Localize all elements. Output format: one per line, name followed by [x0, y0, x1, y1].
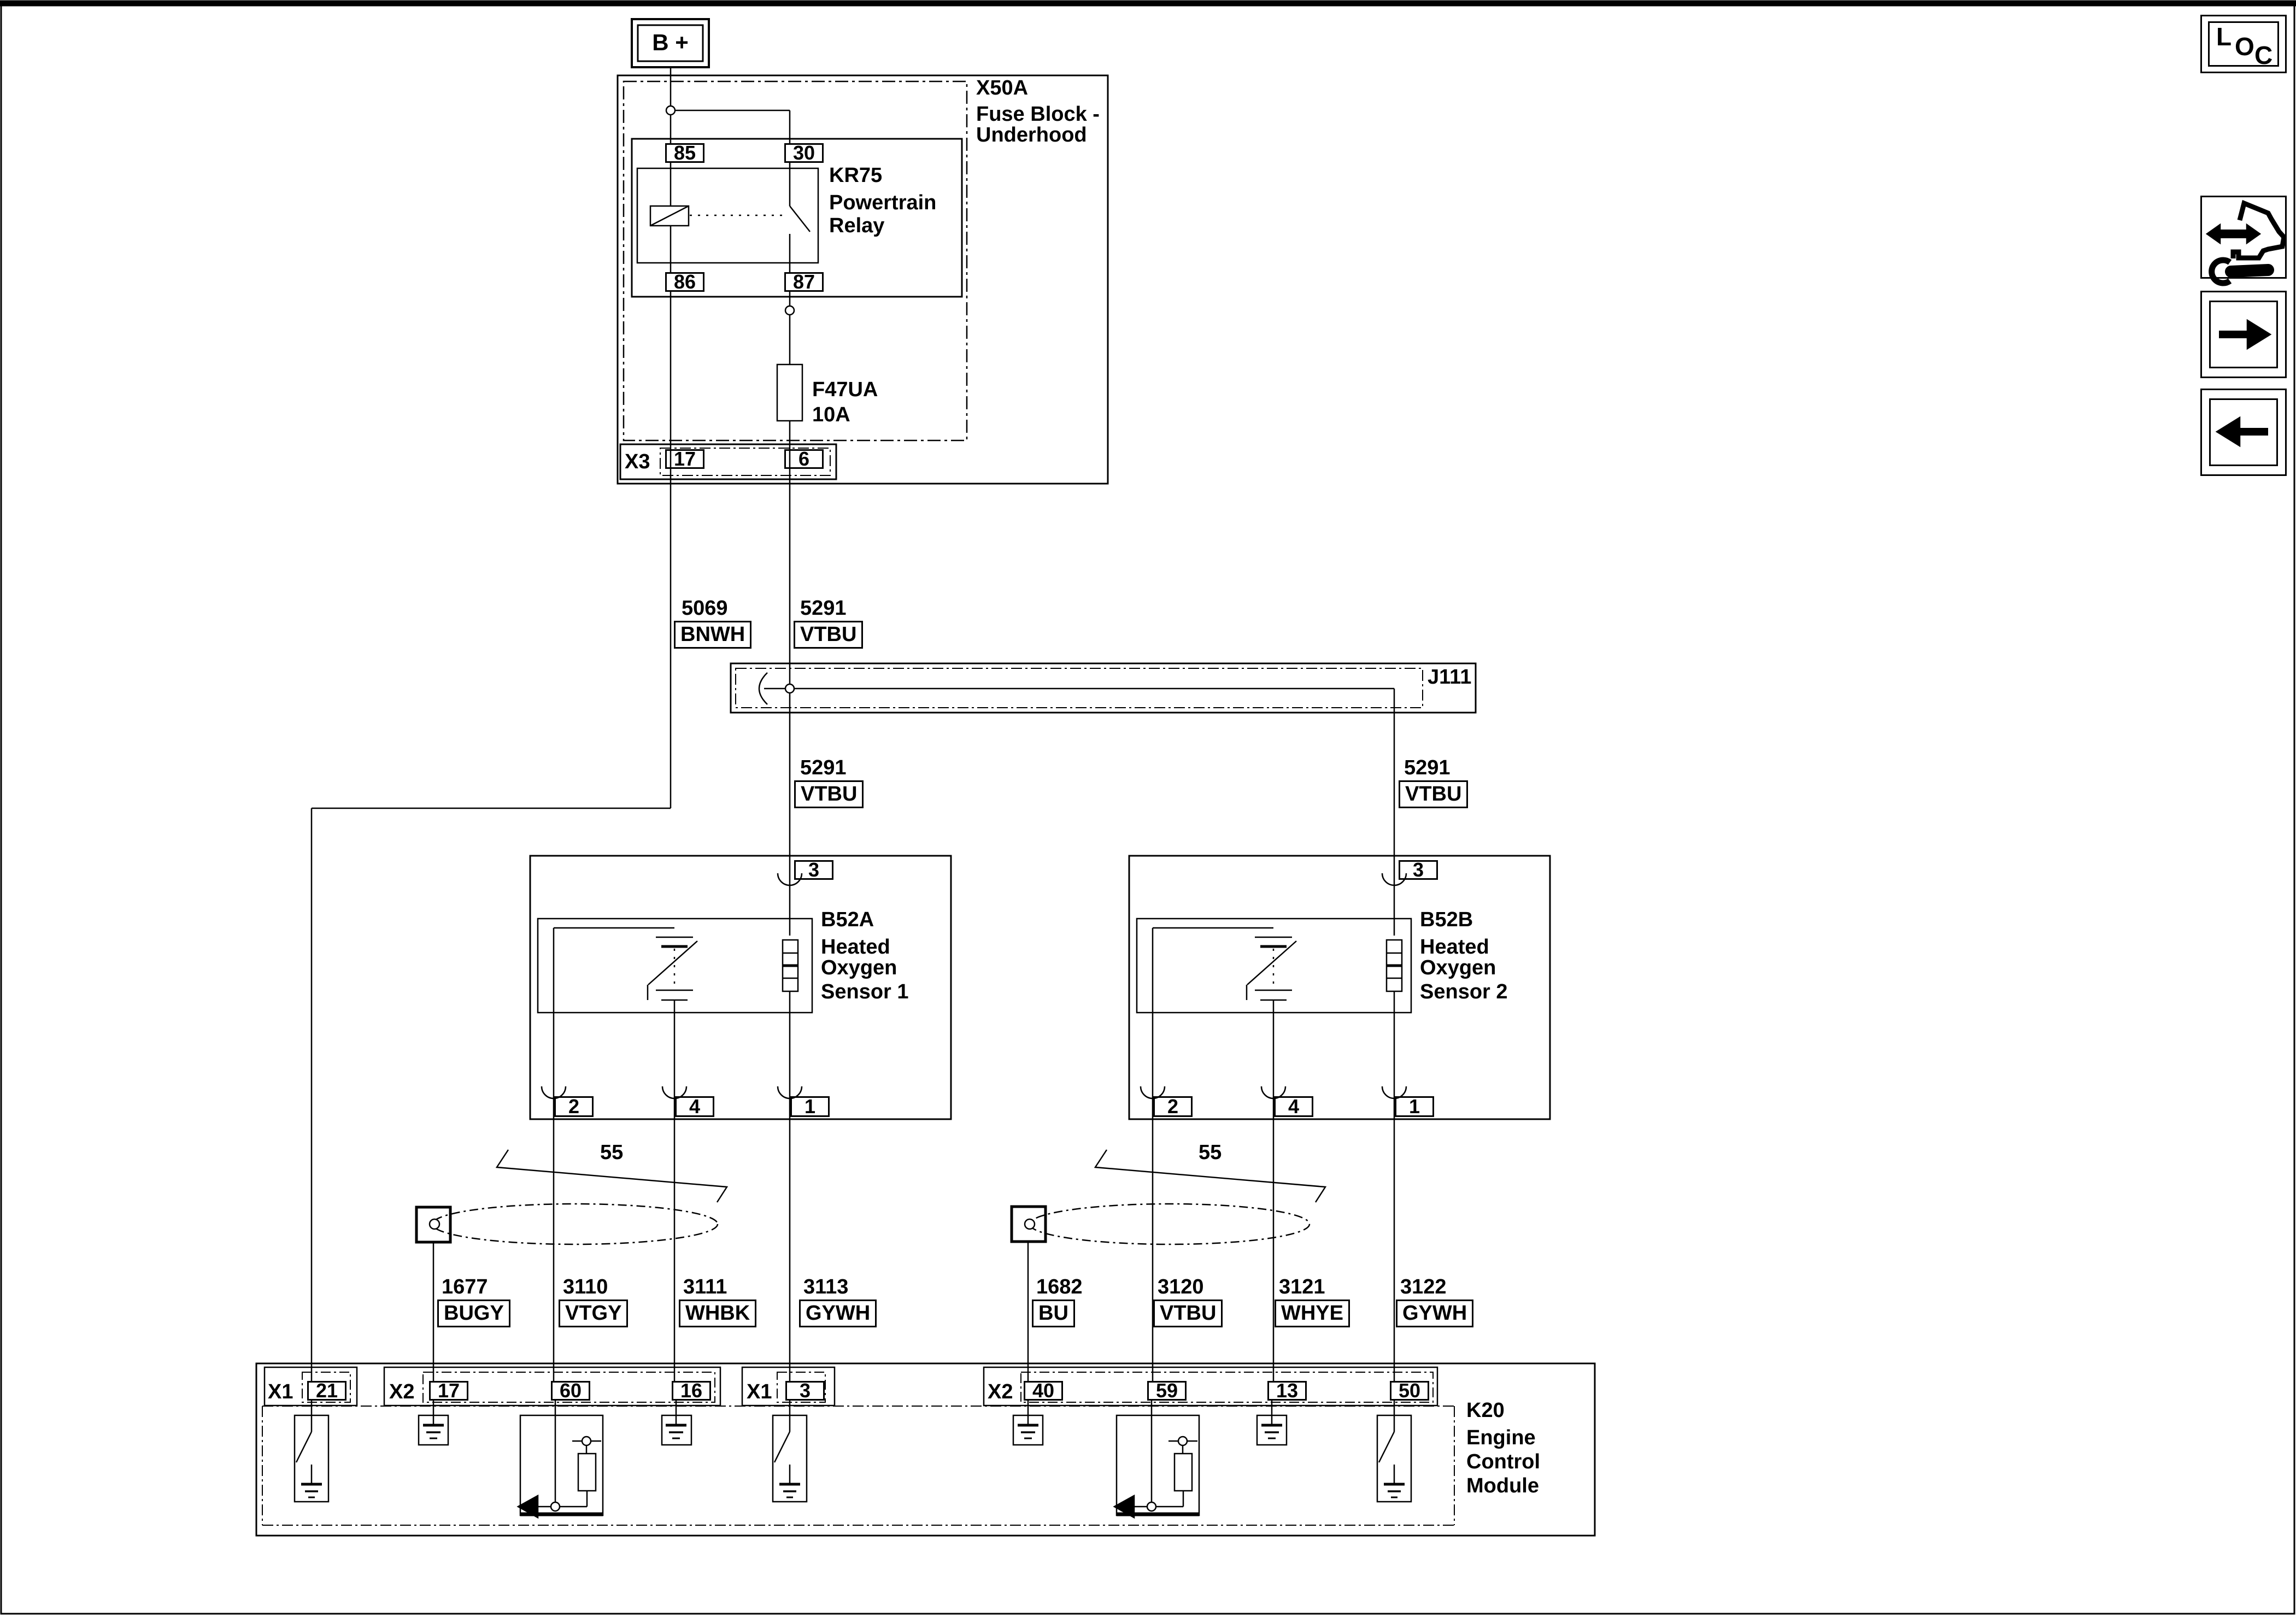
- battery-positive-label: B +: [652, 30, 689, 55]
- forward-arrow-inner: [2209, 301, 2278, 368]
- ecm-internal-signal-59: [1114, 1401, 1199, 1518]
- ecm-pin-59: 59: [1147, 1381, 1187, 1401]
- circuit-3113: 3113: [803, 1275, 849, 1298]
- wire-color-bnwh: BNWH: [674, 621, 751, 649]
- fuse-symbol: [777, 364, 802, 421]
- fuse-block-id: X50A: [976, 77, 1029, 99]
- ecm-name-line1: Engine: [1466, 1426, 1536, 1449]
- relay-pin-30: 30: [784, 143, 824, 163]
- sensor1-pin-2: 2: [554, 1096, 594, 1117]
- wire-color-bugy: BUGY: [437, 1300, 510, 1327]
- shield-ref-right: 55: [1199, 1141, 1222, 1164]
- wire-color-whye: WHYE: [1275, 1300, 1350, 1327]
- ecm-internal-ground-16: [662, 1401, 691, 1445]
- shield-symbol-right: [1012, 1150, 1325, 1381]
- ecm-conn2-label: X2: [389, 1380, 415, 1403]
- wire-color-whbk: WHBK: [679, 1300, 756, 1327]
- fuse-rating: 10A: [812, 403, 850, 426]
- sensor1-name-line1: Heated: [821, 936, 890, 959]
- wire-color-gywh-left: GYWH: [799, 1300, 877, 1327]
- ecm-internal-signal-60: [518, 1401, 603, 1518]
- fuse-block-name-line1: Fuse Block -: [976, 103, 1100, 126]
- ecm-pin-60: 60: [551, 1381, 590, 1401]
- ecm-pin-13: 13: [1267, 1381, 1307, 1401]
- circuit-3121: 3121: [1279, 1275, 1325, 1298]
- circuit-3110: 3110: [563, 1275, 608, 1298]
- sensor2-pin-4: 4: [1274, 1096, 1313, 1117]
- circuit-5291-top: 5291: [800, 597, 847, 620]
- loc-letter-l: L: [2216, 22, 2232, 51]
- ecm-name-line2: Control: [1466, 1450, 1541, 1473]
- sensor2-pin-1: 1: [1395, 1096, 1434, 1117]
- wire-color-vtbu-bottom: VTBU: [1153, 1300, 1223, 1327]
- circuit-5069: 5069: [682, 597, 728, 620]
- ecm-id: K20: [1466, 1399, 1505, 1422]
- relay-pin-87: 87: [784, 272, 824, 292]
- ecm-internal-ground-40: [1013, 1401, 1043, 1445]
- battery-feed-wires: [666, 67, 790, 144]
- sensor2-id: B52B: [1420, 908, 1473, 931]
- loc-button[interactable]: [2200, 15, 2287, 73]
- x3-pin-6: 6: [784, 449, 824, 469]
- sensor1-pin-3: 3: [794, 860, 833, 880]
- circuit-5291-left: 5291: [800, 756, 847, 779]
- relay-name-line2: Relay: [829, 214, 885, 237]
- circuit-1677: 1677: [442, 1275, 488, 1298]
- wire-color-gywh-right: GYWH: [1396, 1300, 1473, 1327]
- circuit-3122: 3122: [1400, 1275, 1447, 1298]
- loc-letter-c: C: [2254, 41, 2273, 69]
- sensor1-pin-4: 4: [675, 1096, 714, 1117]
- sensor2-pin-2: 2: [1153, 1096, 1193, 1117]
- back-arrow-inner: [2209, 398, 2278, 466]
- wire-color-vtbu-right: VTBU: [1399, 780, 1468, 808]
- x3-connector-label: X3: [625, 450, 650, 473]
- loc-letter-o: O: [2235, 32, 2254, 61]
- wire-color-vtgy: VTGY: [559, 1300, 628, 1327]
- circuit-3120: 3120: [1158, 1275, 1204, 1298]
- ecm-pin-3: 3: [785, 1381, 825, 1401]
- bnwh-wire-jog: [312, 808, 671, 1381]
- ecm-pin-17: 17: [429, 1381, 468, 1401]
- sensor2-name-line1: Heated: [1420, 936, 1489, 959]
- ecm-internal-ground-13: [1257, 1401, 1287, 1445]
- relay-name-line1: Powertrain: [829, 191, 937, 214]
- x3-pin-17: 17: [665, 449, 704, 469]
- sensor1-name-line3: Sensor 1: [821, 980, 909, 1003]
- ecm-internal-driver-50: [1377, 1401, 1411, 1502]
- sensor1-id: B52A: [821, 908, 874, 931]
- ecm-pin-16: 16: [672, 1381, 711, 1401]
- ecm-pin-40: 40: [1024, 1381, 1063, 1401]
- wire-color-bu: BU: [1032, 1300, 1075, 1327]
- ecm-conn1-label: X1: [268, 1380, 293, 1403]
- circuit-5291-right: 5291: [1404, 756, 1451, 779]
- ecm-conn4-label: X2: [988, 1380, 1013, 1403]
- sensor2-name-line3: Sensor 2: [1420, 980, 1508, 1003]
- shield-symbol-left: [416, 1150, 727, 1381]
- fuse-id: F47UA: [812, 378, 878, 401]
- ecm-internal-driver-3: [773, 1401, 807, 1502]
- ecm-name-line3: Module: [1466, 1474, 1539, 1497]
- ecm-conn3-label: X1: [747, 1380, 772, 1403]
- shield-ref-left: 55: [600, 1141, 624, 1164]
- vehicle-diagnostic-button[interactable]: [2200, 196, 2287, 279]
- splice-id: J111: [1428, 666, 1472, 689]
- relay-pin-86: 86: [665, 272, 704, 292]
- wire-color-vtbu-left: VTBU: [794, 780, 864, 808]
- forward-arrow-button[interactable]: [2200, 291, 2287, 378]
- sensor1-name-line2: Oxygen: [821, 956, 897, 979]
- sensor2-name-line2: Oxygen: [1420, 956, 1496, 979]
- wire-color-vtbu-top: VTBU: [794, 621, 863, 649]
- relay-pin-85: 85: [665, 143, 704, 163]
- sensor1-pin-1: 1: [790, 1096, 830, 1117]
- ecm-pin-21: 21: [307, 1381, 347, 1401]
- circuit-1682: 1682: [1036, 1275, 1083, 1298]
- circuit-3111: 3111: [683, 1275, 727, 1298]
- relay-id: KR75: [829, 164, 883, 187]
- fuse-block-name-line2: Underhood: [976, 124, 1087, 146]
- ecm-internal-driver-21: [295, 1401, 328, 1502]
- sensor2-pin-3: 3: [1399, 860, 1438, 880]
- ecm-internal-ground-17: [419, 1401, 448, 1445]
- back-arrow-button[interactable]: [2200, 389, 2287, 476]
- ecm-pin-50: 50: [1390, 1381, 1429, 1401]
